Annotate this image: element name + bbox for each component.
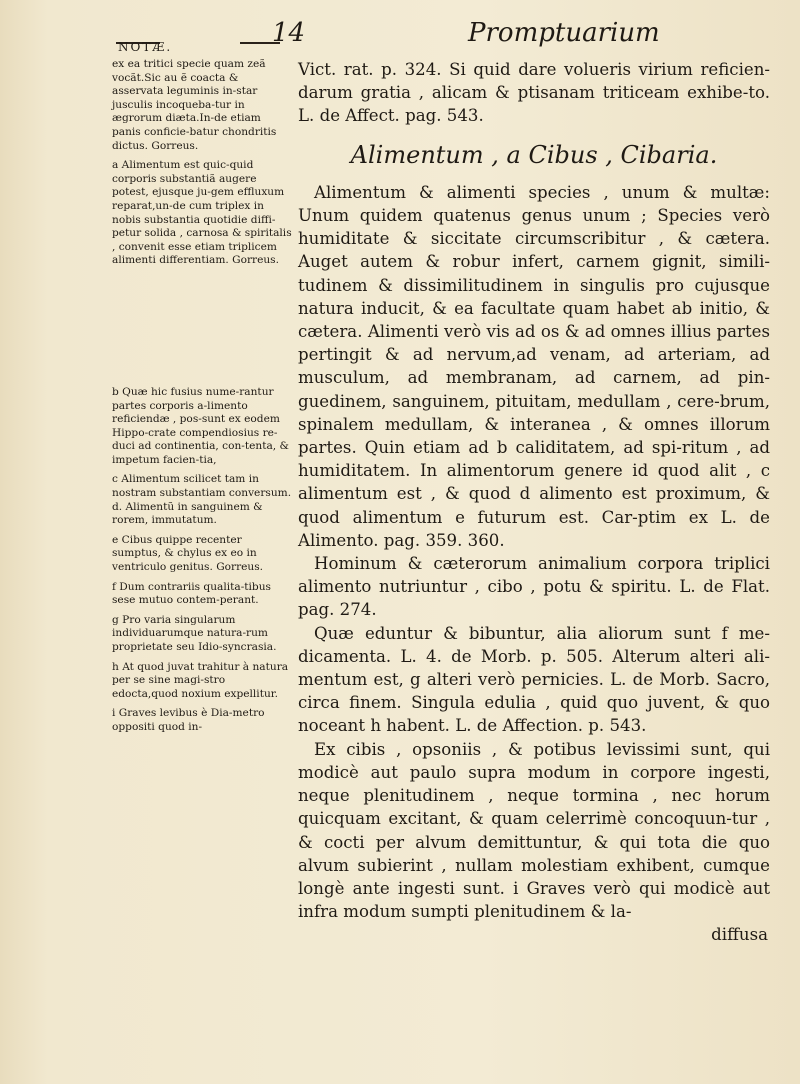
margin-note: ex ea tritici specie quam zeã vocãt.Sic au ẽ coacta & asservata leguminis in-star jusculis incoqueba-tur in ægrorum diæta.In-de etiam panis conficie-batur chondritis dictus. Gorreus. — [112, 58, 277, 152]
page-number: 14 — [272, 18, 306, 48]
margin-note: f Dum contrariis qualita-tibus sese mutuo contem-perant. — [112, 580, 271, 607]
margin-note: i Graves levibus è Dia-metro oppositi quod in- — [112, 707, 265, 733]
margin-note: h At quod juvat trahitur à natura per se sine magi-stro edocta,quod noxium expellitur. — [112, 660, 289, 700]
page-header — [112, 18, 792, 52]
body-paragraph: Hominum & cæterorum animalium corpora triplici alimento nutriuntur , cibo , potu & spiritu. L. de Flat. pag. 274. — [298, 554, 770, 620]
notes-label: NOTÆ. — [118, 40, 173, 54]
margin-notes — [112, 58, 292, 735]
body-paragraph: Quæ eduntur & bibuntur, alia aliorum sunt f me-dicamenta. L. 4. de Morb. p. 505. Alterum alteri ali-mentum est, g alteri verò pernicies. L. de Morb. Sacro, circa finem. Singula edulia , quid quo juvent, & quo noceant h habent. L. de Affection. p. 543. — [298, 623, 770, 736]
margin-note: a Alimentum est quic-quid corporis substantiã augere potest, ejusque ju-gem effluxum reparat,un-de cum triplex in nobis substantia quotidie diffi-petur solida , carnosa & spiritalis , convenit esse etiam triplicem alimenti differentiam. Gorreus. — [112, 159, 292, 267]
main-text — [298, 58, 770, 947]
running-title: Promptuarium — [468, 18, 660, 48]
body-paragraph: Alimentum & alimenti species , unum & multæ: Unum quidem quatenus genus unum ; Species verò humiditate & siccitate circumscribitur , & cætera. Auget autem & robur infert, carnem gignit, simili-tudinem & dissimilitudinem in singulis pro cujusque natura inducit, & ea facultate quam habet ab initio, & cætera. Alimenti verò vis ad os & ad omnes illius partes pertingit & ad nervum,ad venam, ad arteriam, ad musculum, ad membranam, ad carnem, ad pin-guedinem, sanguinem, pituitam, medullam , cere-brum, spinalem medullam, & interanea , & omnes illorum partes. Quin etiam ad b caliditatem, ad spi-ritum , ad humiditatem. In alimentorum genere id quod alit , c alimentum est , & quod d alimento est proximum, & quod alimentum e futurum est. Car-ptim ex L. de Alimento. pag. 359. 360. — [298, 182, 770, 550]
margin-note: e Cibus quippe recenter sumptus, & chylus ex eo in ventriculo genitus. Gorreus. — [112, 533, 264, 574]
section-heading: Alimentum , a Cibus , Cibaria. — [350, 140, 718, 169]
margin-note: g Pro varia singularum individuarumque natura-rum proprietate seu Idio-syncrasia. — [112, 613, 277, 653]
catchword: diffusa — [711, 925, 768, 945]
margin-note: c Alimentum scilicet tam in nostram substantiam conversum. d. Alimentũ in sanguinem & rorem, immutatum. — [112, 473, 292, 527]
body-paragraph: Ex cibis , opsoniis , & potibus levissimi sunt, qui modicè aut paulo supra modum in corpore ingesti, neque plenitudinem , neque tormina , nec horum quicquam excitant, & quam celerrimè concoquun-tur , & cocti per alvum demittuntur, & qui tota die quo alvum subierint , nullam molestiam exhibent, cumque longè ante ingesti sunt. i Graves verò qui modicè aut infra modum sumpti plenitudinem & la- — [298, 739, 770, 922]
margin-note: b Quæ hic fusius nume-rantur partes corporis a-limento reficiendæ , pos-sunt ex eodem Hippo-crate compendiosius re-duci ad continentia, con-tenta, & impetum facien-tia, — [112, 385, 289, 466]
intro-paragraph: Vict. rat. p. 324. Si quid dare volueris virium reficien-darum gratia , alicam & ptisanam triticeam exhibe-to. L. de Affect. pag. 543. — [298, 60, 770, 126]
